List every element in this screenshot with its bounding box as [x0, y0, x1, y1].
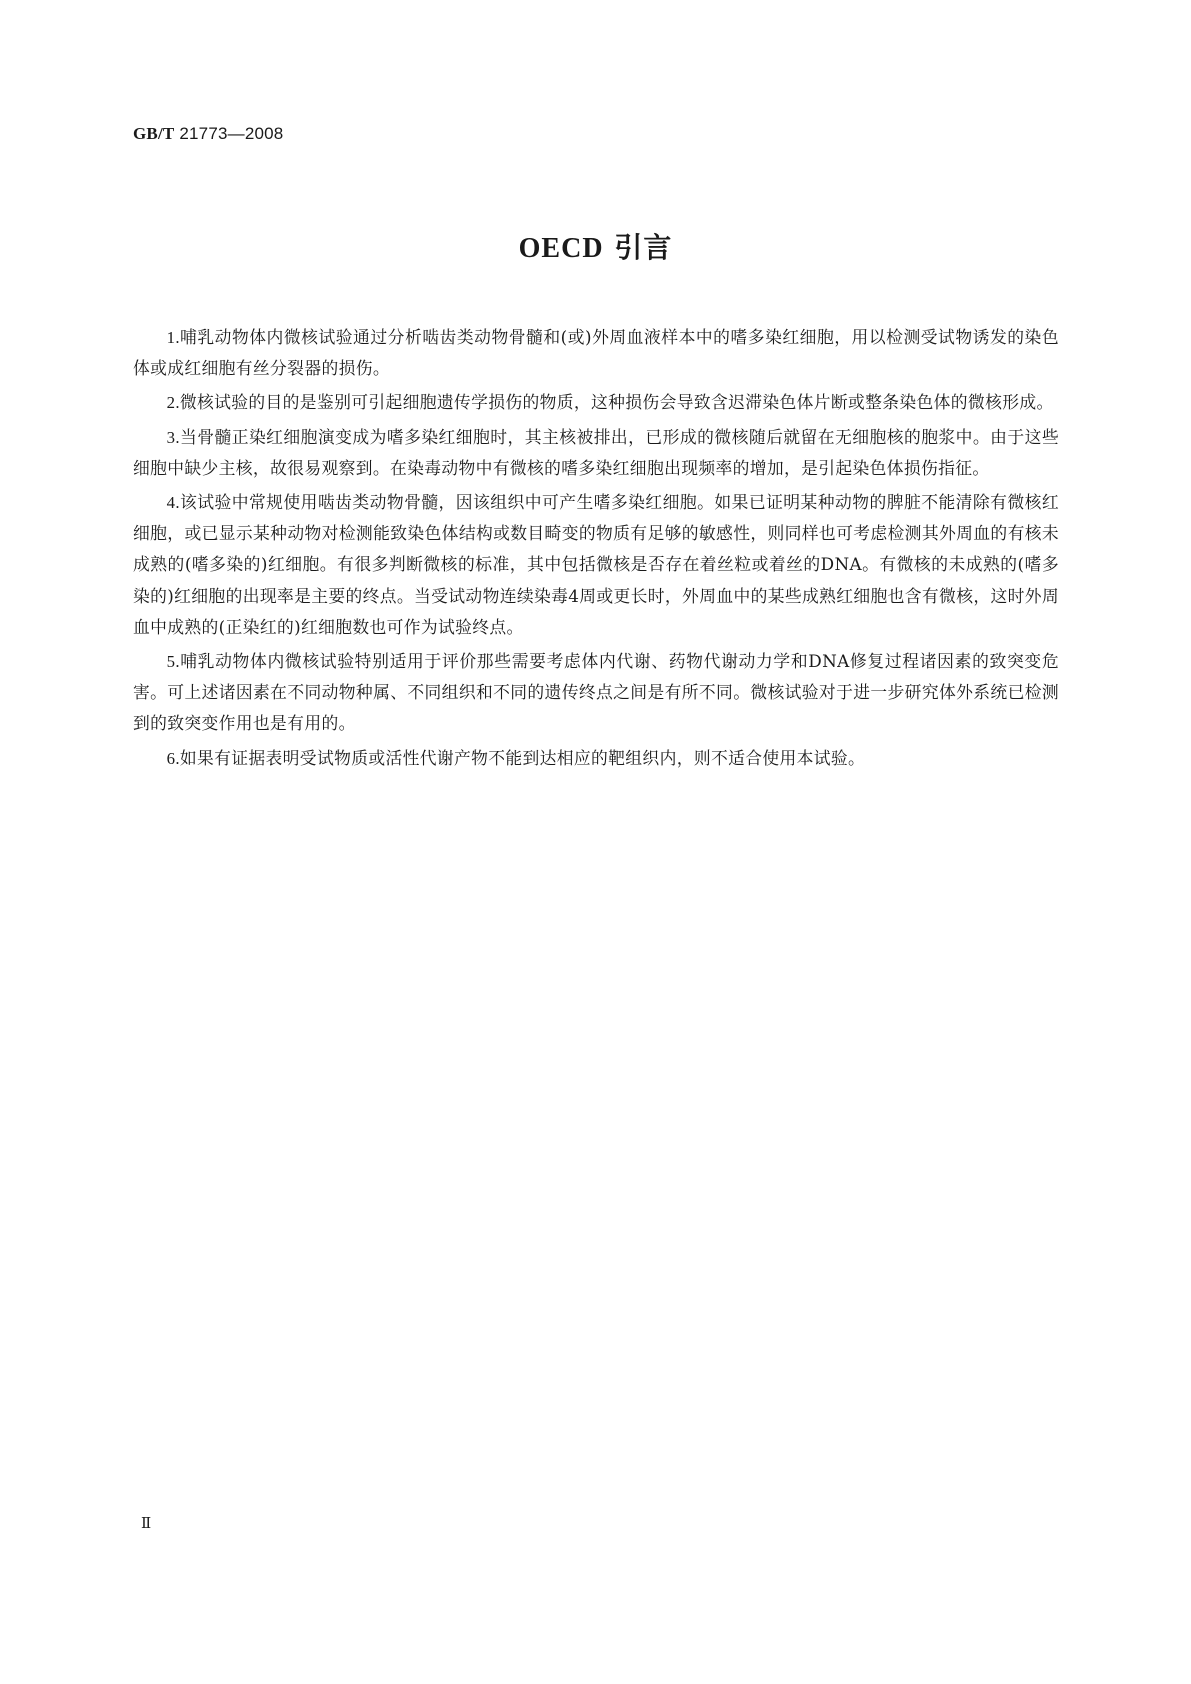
paragraph-1 — [133, 322, 1059, 384]
paragraph-text: 当骨髓正染红细胞演变成为嗜多染红细胞时，其主核被排出，已形成的微核随后就留在无细胞核的胞浆中。由于这些细胞中缺少主核，故很易观察到。在染毒动物中有微核的嗜多染红细胞出现频率的增加，是引起染色体损伤指征。 — [133, 426, 1059, 478]
page-title — [0, 226, 1191, 266]
paragraph-3 — [133, 422, 1059, 484]
paragraph-number: 2. — [166, 393, 180, 413]
page-title-latin: OECD — [518, 233, 604, 264]
paragraph-text: 哺乳动物体内微核试验通过分析啮齿类动物骨髓和(或)外周血液样本中的嗜多染红细胞，用以检测受试物诱发的染色体或成红细胞有丝分裂器的损伤。 — [133, 327, 1059, 379]
paragraph-text: 该试验中常规使用啮齿类动物骨髓，因该组织中可产生嗜多染红细胞。如果已证明某种动物的脾脏不能清除有微核红细胞，或已显示某种动物对检测能致染色体结构或数目畸变的物质有足够的敏感性，则同样也可考虑检测其外周血的有核未成熟的(嗜多染的)红细胞。有很多判断微核的标准，其中包括微核是否存在着丝粒或着丝的DNA。有微核的未成熟的(嗜多染的)红细胞的出现率是主要的终点。当受试动物连续染毒4周或更长时，外周血中的某些成熟红细胞也含有微核，这时外周血中成熟的(正染红的)红细胞数也可作为试验终点。 — [133, 492, 1059, 637]
standard-code: GB/T — [133, 124, 175, 143]
paragraph-5 — [133, 646, 1059, 740]
standard-number: 21773—2008 — [179, 124, 284, 143]
body-text — [133, 322, 1059, 777]
paragraph-text: 微核试验的目的是鉴别可引起细胞遗传学损伤的物质，这种损伤会导致含迟滞染色体片断或整条染色体的微核形成。 — [179, 392, 1054, 413]
page-title-chinese: 引言 — [614, 231, 673, 264]
page-header — [133, 124, 283, 144]
paragraph-number: 6. — [166, 748, 180, 768]
paragraph-2 — [133, 387, 1059, 418]
paragraph-number: 5. — [166, 652, 180, 672]
page-number: Ⅱ — [141, 1516, 152, 1532]
paragraph-text: 如果有证据表明受试物质或活性代谢产物不能到达相应的靶组织内，则不适合使用本试验。 — [179, 747, 866, 768]
paragraph-number: 4. — [166, 493, 180, 513]
paragraph-text: 哺乳动物体内微核试验特别适用于评价那些需要考虑体内代谢、药物代谢动力学和DNA修复过程诸因素的致突变危害。可上述诸因素在不同动物种属、不同组织和不同的遗传终点之间是有所不同。微核试验对于进一步研究体外系统已检测到的致突变作用也是有用的。 — [133, 651, 1059, 734]
paragraph-number: 3. — [166, 427, 180, 447]
paragraph-number: 1. — [166, 328, 180, 347]
paragraph-4 — [133, 487, 1059, 643]
paragraph-6 — [133, 743, 1059, 774]
